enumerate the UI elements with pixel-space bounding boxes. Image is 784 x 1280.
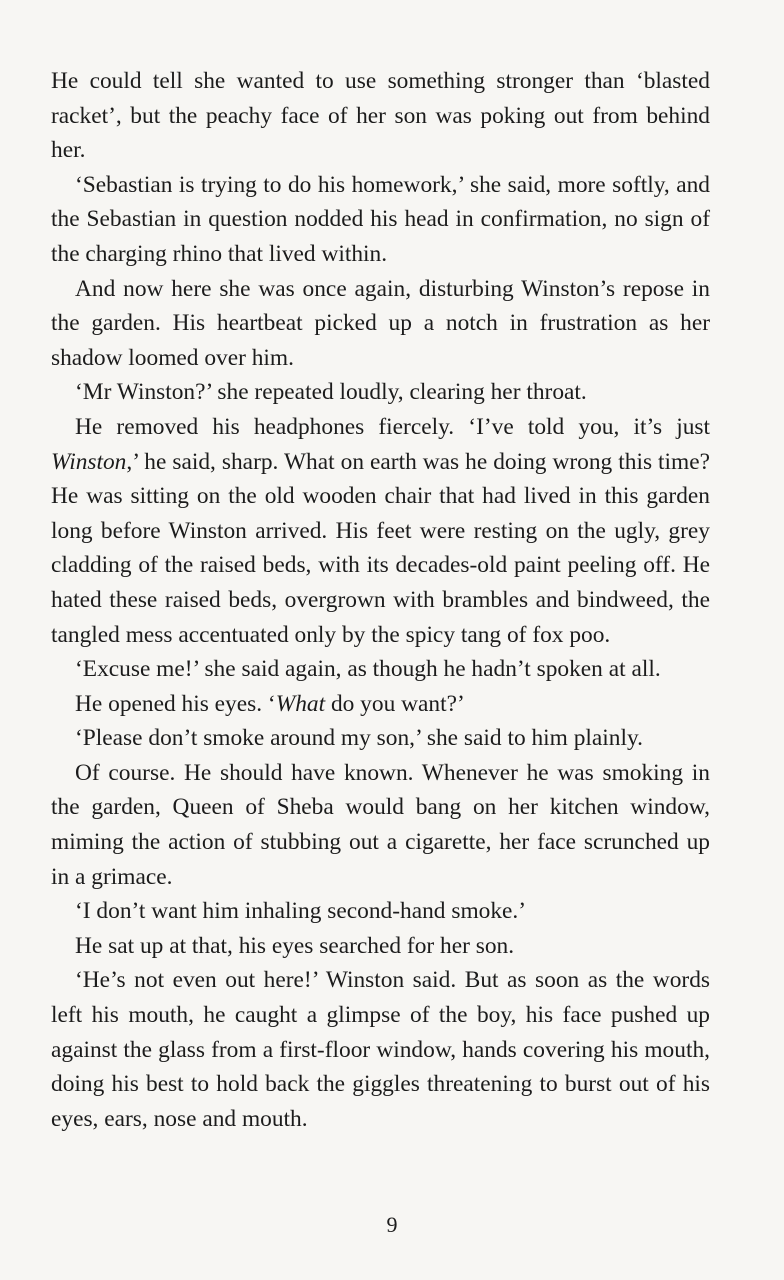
paragraph: He removed his headphones fiercely. ‘I’ve told you, it’s just Winston,’ he said, sharp. What on earth was he doing wrong this time? He was sitting on the old wooden chair that had lived in this garden long before Winston arrived. His feet were resting on the ugly, grey cladding of the raised beds, with its decades-old paint peeling off. He hated these raised beds, overgrown with brambles and bindweed, the tangled mess accentuated only by the spicy tang of fox poo.	[51, 413, 710, 648]
paragraph: ‘He’s not even out here!’ Winston said. But as soon as the words left his mouth, he caught a glimpse of the boy, his face pushed up against the glass from a first-floor window, hands covering his mouth, doing his best to hold back the giggles threatening to burst out of his eyes, ears, nose and mouth.	[51, 967, 710, 1132]
emphasis: Winston	[51, 448, 127, 475]
paragraph: He sat up at that, his eyes searched for her son.	[75, 932, 515, 959]
paragraph: ‘I don’t want him inhaling second-hand smoke.’	[75, 898, 527, 925]
body-text	[51, 64, 710, 1136]
paragraph: ‘Please don’t smoke around my son,’ she said to him plainly.	[75, 725, 644, 752]
paragraph: ‘Sebastian is trying to do his homework,’ she said, more softly, and the Sebastian in question nodded his head in confirmation, no sign of the charging rhino that lived within.	[51, 171, 710, 267]
paragraph: ‘Excuse me!’ she said again, as though he hadn’t spoken at all.	[75, 656, 661, 683]
page-number: 9	[386, 1212, 398, 1237]
paragraph: Of course. He should have known. Whenever he was smoking in the garden, Queen of Sheba would bang on her kitchen window, miming the action of stubbing out a cigarette, her face scrunched up in a grimace.	[51, 759, 710, 890]
paragraph: He opened his eyes. ‘What do you want?’	[75, 690, 465, 717]
emphasis: What	[275, 690, 326, 717]
paragraph: He could tell she wanted to use something stronger than ‘blasted racket’, but the peachy face of her son was poking out from behind her.	[51, 68, 710, 164]
paragraph: And now here she was once again, disturbing Winston’s repose in the garden. His heartbeat picked up a notch in frustration as her shadow loomed over him.	[51, 275, 710, 371]
paragraph: ‘Mr Winston?’ she repeated loudly, clearing her throat.	[75, 379, 587, 406]
